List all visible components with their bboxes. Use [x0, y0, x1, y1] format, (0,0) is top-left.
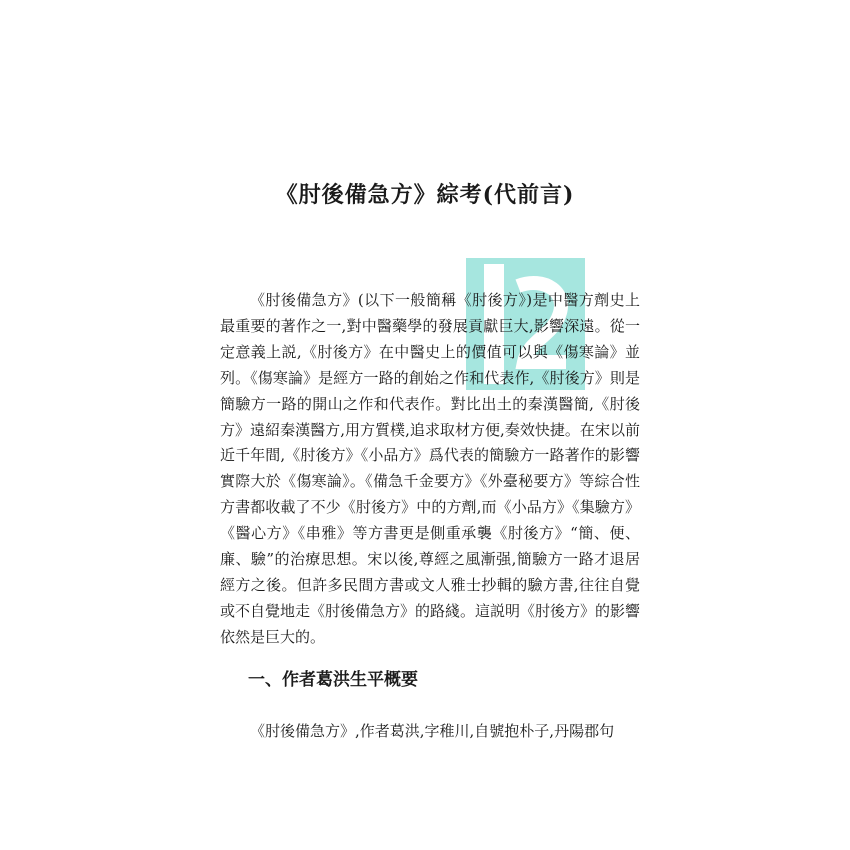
page-title: 《肘後備急方》綜考(代前言) — [275, 182, 575, 208]
body-paragraph-1: 《肘後備急方》(以下一般簡稱《肘後方》)是中醫方劑史上最重要的著作之一,對中醫藥學的發展貢獻巨大,影響深遠。從一定意義上説,《肘後方》在中醫史上的價值可以與《傷寒論》並列。《傷寒論》是經方一路的創始之作和代表作,《肘後方》則是簡驗方一路的開山之作和代表作。對比出土的秦漢醫簡,《肘後方》遠紹秦漢醫方,用方質樸,追求取材方便,奏效快捷。在宋以前近千年間,《肘後方》《小品方》爲代表的簡驗方一路著作的影響實際大於《傷寒論》。《備急千金要方》《外臺秘要方》等綜合性方書都收載了不少《肘後方》中的方劑,而《小品方》《集驗方》《醫心方》《串雅》等方書更是側重承襲《肘後方》“簡、便、廉、驗”的治療思想。宋以後,尊經之風漸强,簡驗方一路才退居經方之後。但許多民間方書或文人雅士抄輯的驗方書,往往自覺或不自覺地走《肘後備急方》的路綫。這説明《肘後方》的影響依然是巨大的。 — [220, 291, 641, 646]
section-heading-1: 一、作者葛洪生平概要 — [248, 670, 418, 690]
body-paragraph-2: 《肘後備急方》,作者葛洪,字稚川,自號抱朴子,丹陽郡句 — [250, 722, 615, 740]
